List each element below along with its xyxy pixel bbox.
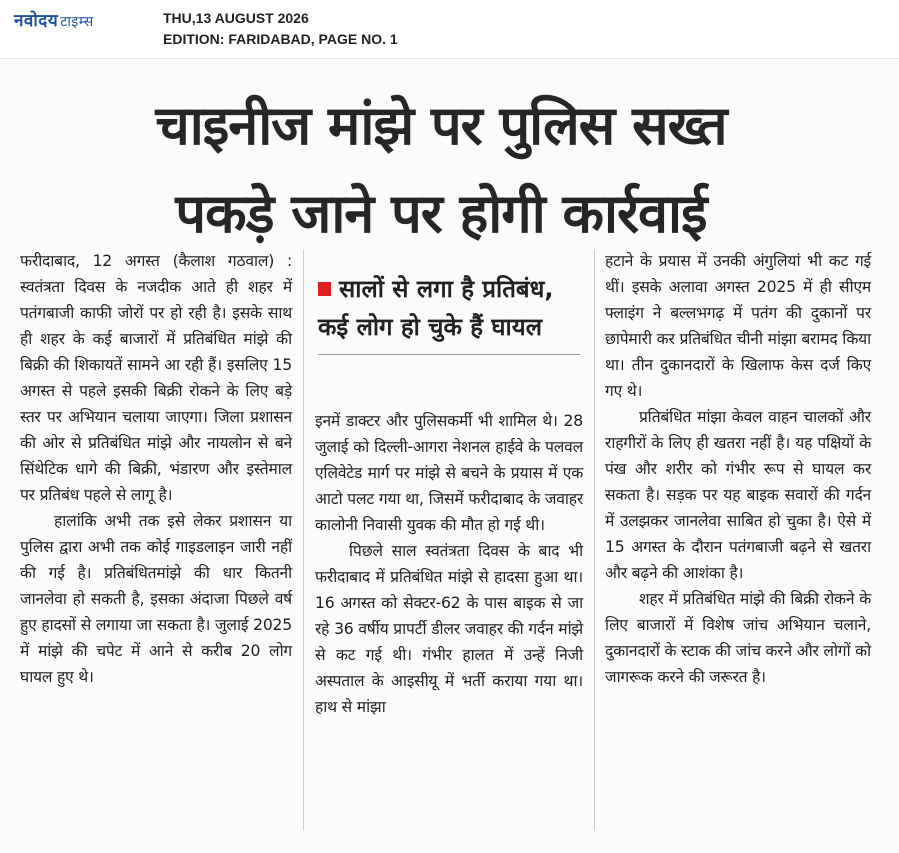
subheading-box: [318, 270, 580, 355]
logo-main-text: नवोदय: [14, 11, 59, 31]
subheading-text: सालों से लगा है प्रतिबंध, कई लोग हो चुके हैं घायल: [318, 275, 554, 341]
adjacent-article-edge: [884, 60, 899, 853]
headline-line-2: पकड़े जाने पर होगी कार्रवाई: [175, 182, 707, 245]
subheading: [318, 270, 580, 346]
date-line: THU,13 AUGUST 2026: [163, 10, 309, 26]
paragraph: हालांकि अभी तक इसे लेकर प्रशासन या पुलिस द्वारा अभी तक कोई गाइडलाइन जारी नहीं की गई है। प्रतिबंधितमांझे की धार कितनी जानलेवा हो सकती है, इसका अंदाजा पिछले वर्ष हुए हादसों से लगाया जा सकता है। जुलाई 2025 में मांझे की चपेट में आने से करीब 20 लोग घायल हुए थे।: [20, 512, 292, 686]
headline-line-1: चाइनीज मांझे पर पुलिस सख्त: [155, 94, 727, 157]
red-bullet-icon: [318, 282, 331, 296]
article-column-2: [315, 408, 583, 720]
article-column-3: [605, 248, 871, 690]
paragraph: शहर में प्रतिबंधित मांझे की बिक्री रोकने के लिए बाजारों में विशेष जांच अभियान चलाने, दुकानदारों के स्टाक की जांच करने और लोगों को जागरूक करने की जरूरत है।: [605, 590, 871, 686]
paragraph: फरीदाबाद, 12 अगस्त (कैलाश गठवाल) : स्वतंत्रता दिवस के नजदीक आते ही शहर में पतंगबाजी काफी जोरों पर हो रही है। इसके साथ ही शहर के कई बाजारों में प्रतिबंधित मांझे की बिक्री की शिकायतें सामने आ रही हैं। इसलिए 15 अगस्त से पहले इसकी बिक्री रोकने के लिए बड़े स्तर पर अभियान चलाया जाएगा। जिला प्रशासन की ओर से प्रतिबंधित मांझे और नायलोन से बने सिंथेटिक धागे की बिक्री, भंडारण और इस्तेमाल पर प्रतिबंध पहले से लागू है।: [20, 252, 292, 504]
edition-info: [163, 8, 398, 50]
paragraph: इनमें डाक्टर और पुलिसकर्मी भी शामिल थे। 28 जुलाई को दिल्ली-आगरा नेशनल हाईवे के पलवल एलिवेटेड मार्ग पर मांझे से बचने के प्रयास में एक आटो पलट गया था, जिसमें फरीदाबाद के जवाहर कालोनी निवासी युवक की मौत हो गई थी।: [315, 412, 583, 534]
edition-line: EDITION: FARIDABAD, PAGE NO. 1: [163, 31, 398, 47]
paragraph: प्रतिबंधित मांझा केवल वाहन चालकों और राहगीरों के लिए ही खतरा नहीं है। यह पक्षियों के पंख और शरीर को गंभीर रूप से घायल कर सकता है। सड़क पर यह बाइक सवारों की गर्दन में उलझकर जानलेवा साबित हो चुका है। ऐसे में 15 अगस्त के दौरान पतंगबाजी बढ़ने से खतरा और बढ़ने की आशंका है।: [605, 408, 871, 582]
article-column-1: [20, 248, 292, 690]
logo-sub-text: टाइम्स: [60, 14, 94, 30]
column-divider: [303, 250, 304, 830]
paragraph: पिछले साल स्वतंत्रता दिवस के बाद भी फरीदाबाद में प्रतिबंधित मांझे से हादसा हुआ था। 16 अगस्त को सेक्टर-62 के पास बाइक से जा रहे 36 वर्षीय प्रापर्टी डीलर जवाहर की गर्दन मांझे से कट गई थी। गंभीर हालत में उन्हें निजी अस्पताल के आइसीयू में भर्ती कराया गया था। हाथ से मांझा: [315, 542, 583, 716]
masthead-bar: [0, 0, 899, 59]
column-divider: [594, 250, 595, 830]
paragraph: हटाने के प्रयास में उनकी अंगुलियां भी कट गई थीं। इसके अलावा अगस्त 2025 में ही सीएम फ्लाइंग ने बल्लभगढ़ में पतंग की दुकानों पर छापेमारी कर प्रतिबंधित चीनी मांझा बरामद किया था। तीन दुकानदारों के खिलाफ केस दर्ज किए गए थे।: [605, 252, 871, 400]
newspaper-logo[interactable]: [14, 8, 94, 31]
